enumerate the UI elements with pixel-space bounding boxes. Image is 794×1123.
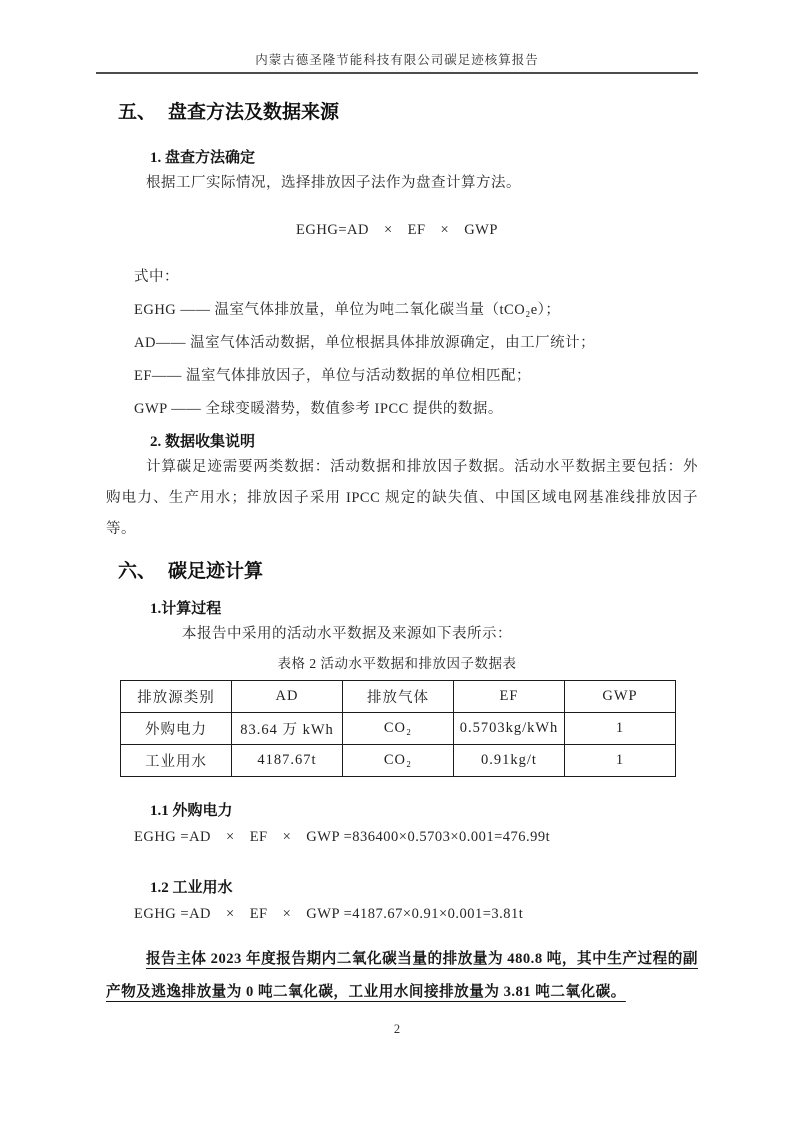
subsection-electricity-title: 1.1 外购电力 <box>150 803 233 819</box>
definition-gwp: GWP —— 全球变暖潜势，数值参考 IPCC 提供的数据。 <box>134 401 503 417</box>
section-6-number: 六、 <box>118 561 157 582</box>
cell-ad: 4187.67t <box>232 745 343 777</box>
where-label: 式中： <box>134 269 179 285</box>
definition-ad: AD—— 温室气体活动数据，单位根据具体排放源确定，由工厂统计； <box>134 335 596 351</box>
cell-ad: 83.64 万 kWh <box>232 713 343 745</box>
table-caption: 表格 2 活动水平数据和排放因子数据表 <box>277 656 517 671</box>
ghg-formula: EGHG=AD × EF × GWP <box>296 221 498 238</box>
cell-ef: 0.91kg/t <box>454 745 565 777</box>
definition-ef: EF—— 温室气体排放因子，单位与活动数据的单位相匹配； <box>134 368 532 384</box>
subsection-data-collection-title: 2. 数据收集说明 <box>150 434 256 450</box>
cell-gwp: 1 <box>565 713 676 745</box>
cell-source: 工业用水 <box>121 745 232 777</box>
column-header-ad: AD <box>232 681 343 713</box>
electricity-calculation: EGHG =AD × EF × GWP =836400×0.5703×0.001=476.99t <box>134 829 551 845</box>
method-paragraph: 根据工厂实际情况，选择排放因子法作为盘查计算方法。 <box>146 175 521 191</box>
cell-gas: CO₂ <box>343 713 454 745</box>
table-row <box>121 745 676 777</box>
cell-ef: 0.5703kg/kWh <box>454 713 565 745</box>
section-6-title: 碳足迹计算 <box>168 561 264 582</box>
table-header-row <box>121 681 676 713</box>
section-5-number: 五、 <box>118 102 157 123</box>
column-header-gas: 排放气体 <box>343 681 454 713</box>
header-rule <box>96 72 698 74</box>
activity-data-table <box>120 680 676 777</box>
cell-source: 外购电力 <box>121 713 232 745</box>
section-6-heading <box>118 559 698 585</box>
calc-intro-paragraph: 本报告中采用的活动水平数据及来源如下表所示： <box>182 626 512 642</box>
page-number: 2 <box>393 1022 401 1036</box>
column-header-ef: EF <box>454 681 565 713</box>
section-5-title: 盘查方法及数据来源 <box>168 102 340 123</box>
table-row <box>121 713 676 745</box>
data-collection-paragraph: 计算碳足迹需要两类数据：活动数据和排放因子数据。活动水平数据主要包括：外购电力、生产用水；排放因子采用 IPCC 规定的缺失值、中国区域电网基准线排放因子等。 <box>106 459 698 537</box>
cell-gwp: 1 <box>565 745 676 777</box>
cell-gas: CO₂ <box>343 745 454 777</box>
subsection-calc-process-title: 1.计算过程 <box>150 601 222 617</box>
water-calculation: EGHG =AD × EF × GWP =4187.67×0.91×0.001=3.81t <box>134 906 524 922</box>
definition-eghg: EGHG —— 温室气体排放量，单位为吨二氧化碳当量（tCO₂e）； <box>134 302 561 318</box>
subsection-method-title: 1. 盘查方法确定 <box>150 150 256 166</box>
subsection-water-title: 1.2 工业用水 <box>150 880 233 896</box>
column-header-gwp: GWP <box>565 681 676 713</box>
column-header-source: 排放源类别 <box>121 681 232 713</box>
section-5-heading <box>118 100 698 126</box>
conclusion-paragraph: 报告主体 2023 年度报告期内二氧化碳当量的排放量为 480.8 吨，其中生产过程的副产物及逃逸排放量为 0 吨二氧化碳，工业用水间接排放量为 3.81 吨二氧化碳。 <box>106 951 698 1000</box>
page-header-title: 内蒙古德圣隆节能科技有限公司碳足迹核算报告 <box>255 53 539 67</box>
